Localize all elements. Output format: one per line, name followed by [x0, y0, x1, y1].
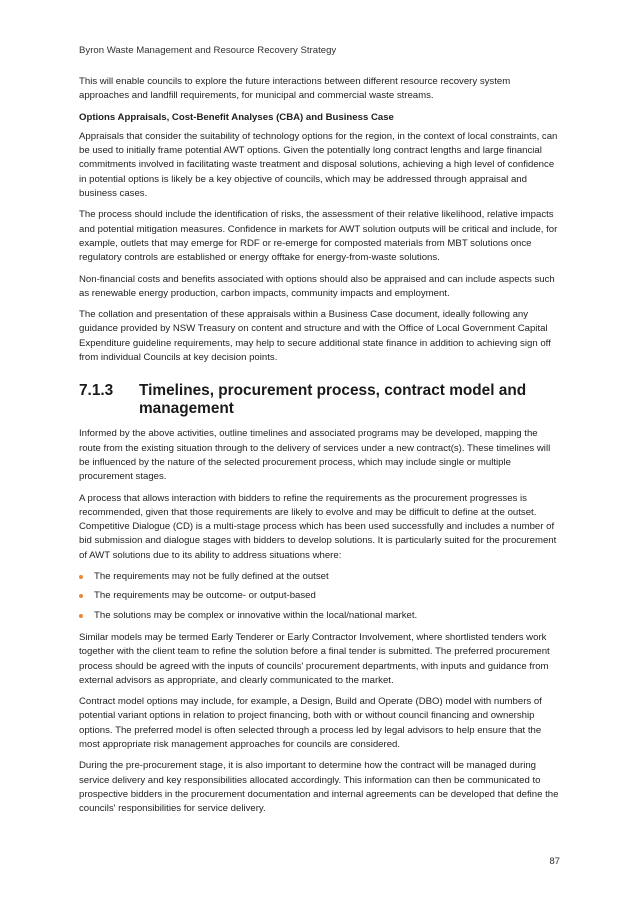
paragraph: Appraisals that consider the suitability of technology options for the region, in the context of local constraints, can be used to initially frame potential AWT options. Given the potentially long contract lengths and large financial commitments involved in facilitating waste treatment and disposal solutions, achieving a high level of confidence in potential options is likely be a key objective of councils, which may be addressed through appraisal and business cases. — [79, 130, 558, 200]
subheading: Options Appraisals, Cost-Benefit Analyses (CBA) and Business Case — [79, 111, 394, 123]
list-item — [79, 609, 561, 623]
running-header: Byron Waste Management and Resource Recovery Strategy — [79, 45, 337, 56]
paragraph: The process should include the identification of risks, the assessment of their relative likelihood, relative impacts and potential mitigation measures. Confidence in markets for AWT solution outputs will be critical and include, for example, outlets that may emerge for RDF or re-emerge for composted materials from MBT solutions once regulatory controls are established or energy offtake for energy-from-waste solutions. — [79, 209, 558, 264]
bullet-icon — [79, 614, 83, 618]
section-title: Timelines, procurement process, contract model and management — [139, 382, 527, 418]
bullet-icon — [79, 594, 83, 598]
paragraph: During the pre-procurement stage, it is also important to determine how the contract will be managed during service delivery and key responsibilities allocated accordingly. This information can then be communicated to prospective bidders in the procurement documentation and internal agreements can be developed that define the councils' responsibilities for service delivery. — [79, 760, 559, 815]
paragraph: Similar models may be termed Early Tenderer or Early Contractor Involvement, where shortlisted tenders work together with the client team to refine the solution before a final tender is submitted. The preferred procurement process should be agreed with the inputs of councils' procurement departments, with inputs and guidance from external advisors as appropriate, and clearly communicated to the market. — [79, 631, 550, 686]
intro-paragraph: This will enable councils to explore the future interactions between different resource recovery system approaches and landfill requirements, for municipal and commercial waste streams. — [79, 76, 511, 102]
section-heading — [79, 382, 561, 418]
list-item — [79, 589, 561, 603]
list-item-text: The solutions may be complex or innovative within the local/national market. — [94, 609, 418, 621]
list-item-text: The requirements may not be fully defined at the outset — [94, 571, 329, 583]
paragraph: Non-financial costs and benefits associated with options should also be appraised and can include aspects such as renewable energy production, carbon impacts, community impacts and employment. — [79, 273, 555, 299]
page-number: 87 — [549, 856, 560, 867]
paragraph: Contract model options may include, for example, a Design, Build and Operate (DBO) model with numbers of potential variant options in relation to project financing, both with or without council financing and ownership options. The preferred model is often selected through a process led by legal advisors to help ensure that the most appropriate risk management approaches for councils are considered. — [79, 696, 542, 750]
list-item — [79, 570, 561, 584]
list-item-text: The requirements may be outcome- or output-based — [94, 590, 316, 602]
bullet-icon — [79, 575, 83, 579]
bullet-list — [79, 570, 561, 623]
paragraph: A process that allows interaction with bidders to refine the requirements as the procurement progresses is recommended, given that those requirements are likely to evolve and may be difficult to define at the outset. Competitive Dialogue (CD) is a multi-stage process which has been used successfully and includes a number of bid submission and dialogue stages with bidders to develop solutions. It is particularly suited for the procurement of AWT solutions due to its ability to address situations where: — [79, 492, 557, 561]
section-number: 7.1.3 — [79, 382, 114, 400]
paragraph: Informed by the above activities, outline timelines and associated programs may be developed, mapping the route from the existing situation through to the delivery of services under a new contract(s). These timelines will be influenced by the nature of the selected procurement process, which may include single or multiple procurement stages. — [79, 428, 551, 483]
page-content — [79, 75, 561, 823]
paragraph: The collation and presentation of these appraisals within a Business Case document, ideally following any guidance provided by NSW Treasury on content and structure and with the Office of Local Government Capital Expenditure guideline requirements, may help to secure additional state finance in addition to achieving sign off from individual Councils at key decision points. — [79, 309, 551, 364]
